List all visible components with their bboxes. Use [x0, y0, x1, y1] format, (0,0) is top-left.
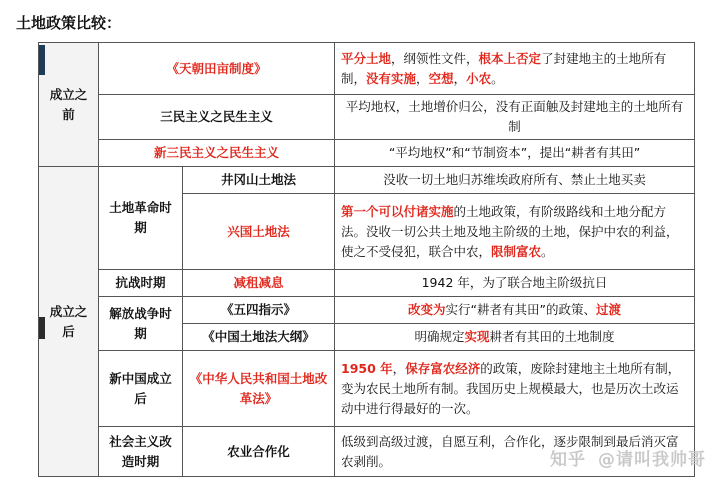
policy-desc: 第一个可以付诸实施的土地政策，有阶级路线和土地分配方法。没收一切公共土地及地主阶级的土地，保护中农的利益，使之不受侵犯，联合中农，限制富农。: [335, 194, 695, 270]
table-row: [39, 270, 695, 297]
policy-desc: 低级到高级过渡，自愿互利，合作化，逐步限制到最后消灭富农剥削。: [335, 427, 695, 477]
era-marker: [39, 317, 45, 339]
policy-name: 新三民主义之民生主义: [99, 140, 335, 167]
policy-desc: 改变为实行“耕者有其田”的政策、过渡: [335, 297, 695, 324]
page-title: 土地政策比较：: [16, 14, 122, 32]
policy-desc: 平均地权，土地增价归公，没有正面触及封建地主的土地所有制: [335, 95, 695, 140]
period-label: 解放战争时期: [99, 297, 183, 351]
table-row: [39, 43, 695, 95]
policy-desc: 1942 年，为了联合地主阶级抗日: [335, 270, 695, 297]
era-after-cell: [39, 167, 99, 477]
policy-name: 减租减息: [183, 270, 335, 297]
policy-name: 三民主义之民生主义: [99, 95, 335, 140]
policy-name: 兴国土地法: [183, 194, 335, 270]
era-marker: [39, 45, 45, 75]
land-policy-table: [38, 42, 695, 477]
policy-desc: 1950 年，保存富农经济的政策，废除封建地主土地所有制，变为农民土地所有制。我国历史上规模最大，也是历次土改运动中进行得最好的一次。: [335, 351, 695, 427]
era-before-cell: [39, 43, 99, 167]
table-row: [39, 140, 695, 167]
period-label: 土地革命时期: [99, 167, 183, 270]
policy-name: 《中国土地法大纲》: [183, 324, 335, 351]
policy-desc: “平均地权”和“节制资本”，提出“耕者有其田”: [335, 140, 695, 167]
table-row: [39, 95, 695, 140]
policy-name: 《中华人民共和国土地改革法》: [183, 351, 335, 427]
period-label: 社会主义改造时期: [99, 427, 183, 477]
policy-name: 农业合作化: [183, 427, 335, 477]
table-row: [39, 297, 695, 324]
period-label: 新中国成立后: [99, 351, 183, 427]
table-row: [39, 351, 695, 427]
policy-name: 井冈山土地法: [183, 167, 335, 194]
policy-desc: 没收一切土地归苏维埃政府所有、禁止土地买卖: [335, 167, 695, 194]
policy-desc: 明确规定实现耕者有其田的土地制度: [335, 324, 695, 351]
policy-name: 《五四指示》: [183, 297, 335, 324]
policy-desc: 平分土地，纲领性文件，根本上否定了封建地主的土地所有制，没有实施，空想，小农。: [335, 43, 695, 95]
policy-name: 《天朝田亩制度》: [99, 43, 335, 95]
era-after-label: 成立之后: [49, 303, 88, 339]
table-row: [39, 167, 695, 194]
watermark: 知乎 @请叫我帅哥: [550, 450, 706, 470]
era-before-label: 成立之前: [49, 86, 88, 122]
period-label: 抗战时期: [99, 270, 183, 297]
